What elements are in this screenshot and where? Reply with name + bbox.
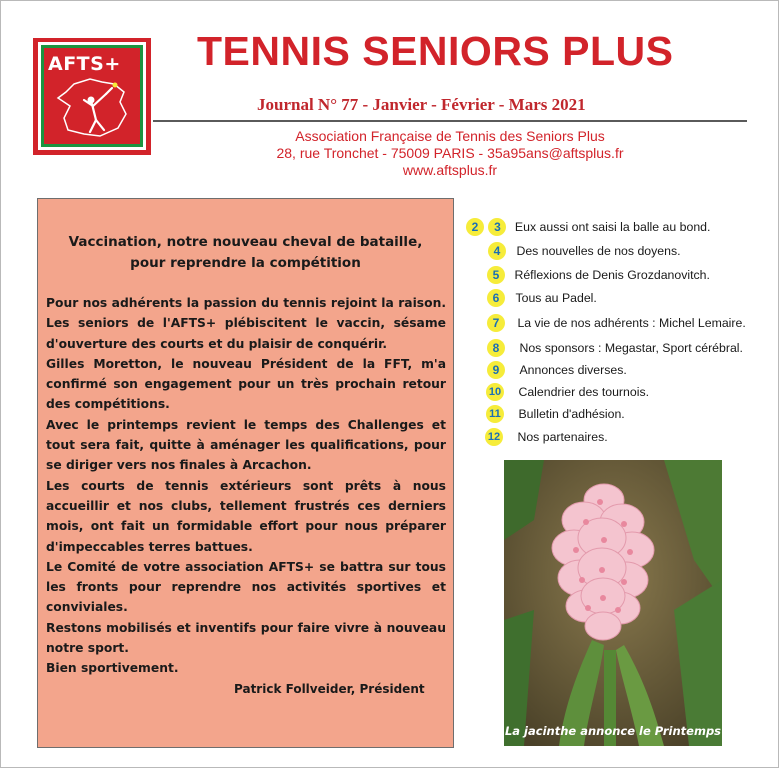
toc-item-label: Nos partenaires.: [517, 430, 608, 444]
page-number-badge: 5: [487, 266, 505, 284]
editorial-paragraph: Bien sportivement.: [46, 661, 179, 676]
toc-item-label: Des nouvelles de nos doyens.: [516, 244, 681, 258]
editorial-paragraph: Pour nos adhérents la passion du tennis rejoint la raison. Les seniors de l'AFTS+ plébiscitent le vaccin, sésame d'ouverture des courts et du plaisir de conquérir.: [46, 296, 446, 351]
toc-item-label: Réflexions de Denis Grozdanovitch.: [514, 268, 710, 282]
toc-item[interactable]: [487, 266, 710, 286]
editorial-paragraph: Restons mobilisés et inventifs pour faire vivre à nouveau notre sport.: [46, 620, 446, 656]
toc-item-label: Bulletin d'adhésion.: [518, 407, 625, 421]
page-number-badge: 2: [466, 218, 484, 236]
editorial-signature: Patrick Follveider, Président: [234, 682, 425, 696]
editorial-paragraph: Gilles Moretton, le nouveau Président de la FFT, m'a confirmé son engagement pour un très prochain retour des compétitions.: [46, 356, 446, 412]
toc-item[interactable]: [486, 383, 649, 403]
toc-item-label: Calendrier des tournois.: [518, 385, 650, 399]
page-number-badge: 10: [486, 383, 504, 401]
editorial-paragraph: Avec le printemps revient le temps des Challenges et tout sera fait, quitte à aménager les qualifications, pour se diriger vers nos finales à Arcachon.: [46, 417, 446, 473]
editorial-body: [46, 293, 446, 679]
toc-item-label: Nos sponsors : Megastar, Sport cérébral.: [519, 341, 743, 355]
editorial-box: [37, 198, 454, 748]
toc-item[interactable]: [486, 405, 625, 425]
page-number-badge: 7: [487, 314, 505, 332]
toc-item[interactable]: [487, 339, 743, 359]
hyacinth-photo: [504, 460, 722, 746]
toc-item[interactable]: [487, 361, 627, 381]
page-number-badge: 4: [488, 242, 506, 260]
association-address: 28, rue Tronchet - 75009 PARIS - 35a95ans@aftsplus.fr: [276, 145, 624, 161]
logo-text: AFTS+: [48, 53, 121, 75]
toc-item[interactable]: [488, 242, 681, 262]
editorial-paragraph: Les courts de tennis extérieurs sont prêts à nous accueillir et nos clubs, tellement frustrés ces derniers mois, ont fait un formidable effort pour nous préparer d'impeccables terres battues.: [46, 478, 446, 554]
photo-caption: La jacinthe annonce le Printemps: [504, 724, 722, 738]
page-number-badge: 9: [487, 361, 505, 379]
editorial-heading: Vaccination, notre nouveau cheval de bataille, pour reprendre la compétition: [68, 234, 423, 271]
association-website: www.aftsplus.fr: [402, 162, 498, 178]
toc-item[interactable]: [487, 314, 746, 334]
association-name: Association Française de Tennis des Seniors Plus: [295, 128, 605, 144]
journal-issue: Journal N° 77 - Janvier - Février - Mars 2021: [257, 95, 586, 114]
toc-item-label: La vie de nos adhérents : Michel Lemaire.: [517, 316, 746, 330]
page-number-badge: 12: [485, 428, 503, 446]
page-number-badge: 3: [488, 218, 506, 236]
afts-logo: [33, 38, 151, 155]
page-number-badge: 8: [487, 339, 505, 357]
toc-item-label: Annonces diverses.: [519, 363, 627, 377]
header-rule: [153, 120, 747, 122]
toc-item[interactable]: [487, 289, 597, 309]
toc-item[interactable]: [466, 218, 710, 238]
page-number-badge: 11: [486, 405, 504, 423]
toc-item-label: Tous au Padel.: [515, 291, 597, 305]
toc-item-label: Eux aussi ont saisi la balle au bond.: [514, 220, 711, 234]
france-map-icon: [44, 48, 140, 144]
toc-item[interactable]: [485, 428, 608, 448]
publication-title: TENNIS SENIORS PLUS: [197, 28, 674, 74]
page-number-badge: 6: [487, 289, 505, 307]
hyacinth-image: [504, 460, 722, 746]
editorial-paragraph: Le Comité de votre association AFTS+ se battra sur tous les fronts pour reprendre nos activités sportives et conviviales.: [46, 559, 446, 615]
